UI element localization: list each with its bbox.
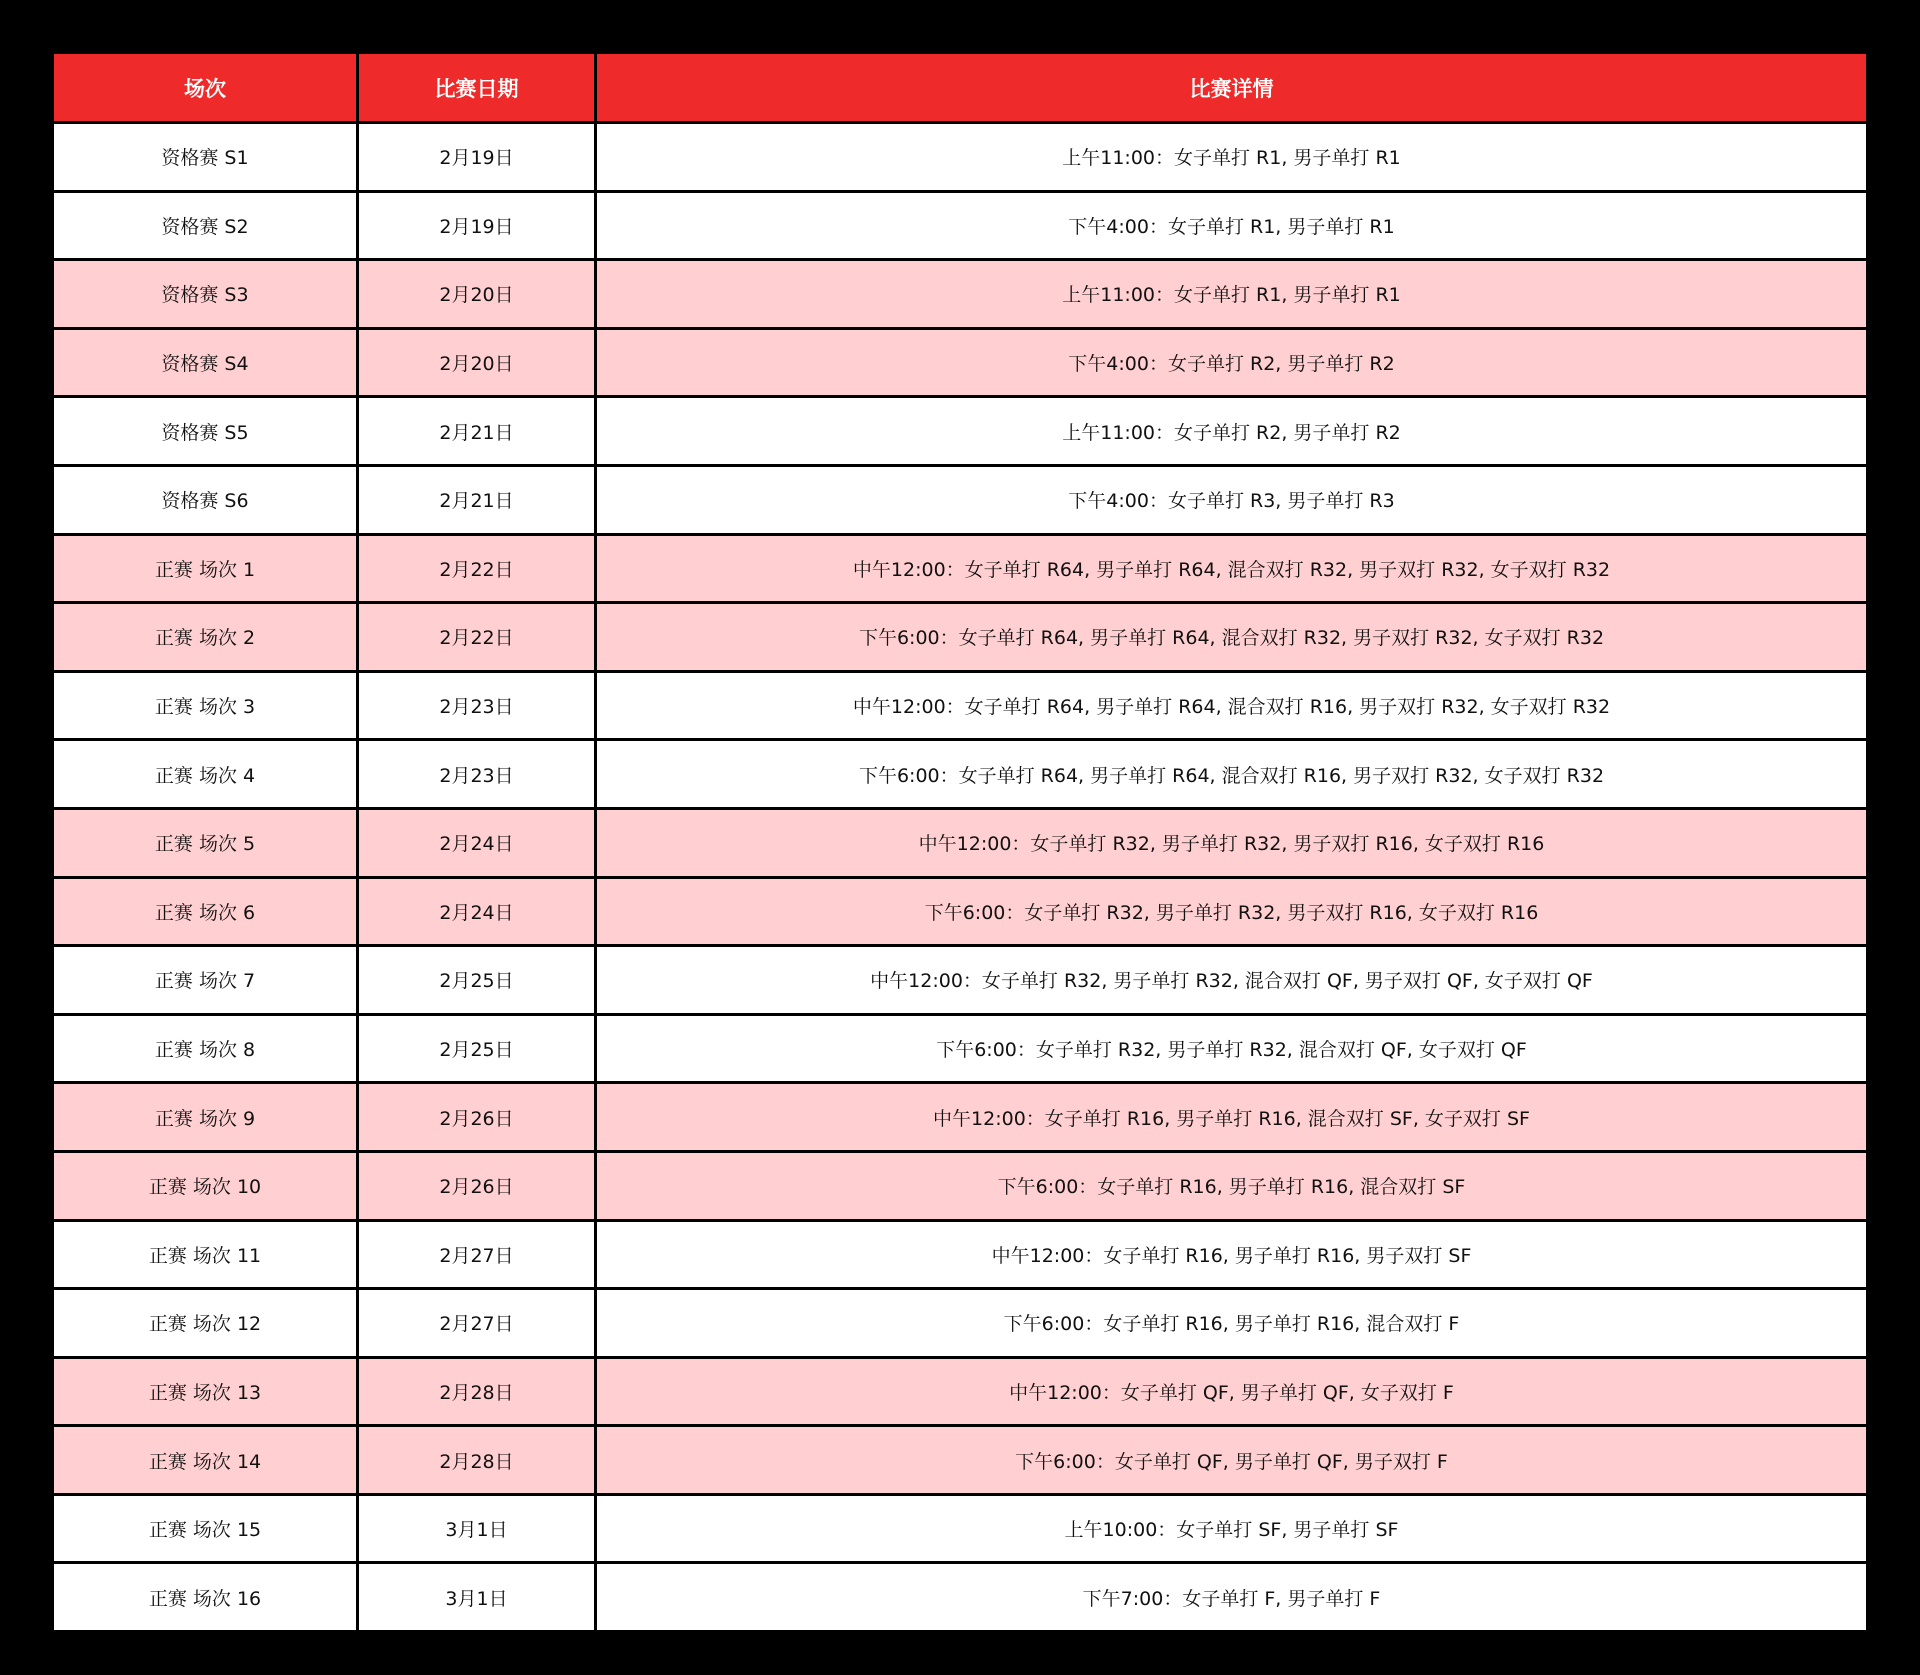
table-row: [53, 808, 1868, 877]
session-cell: 正赛 场次 16: [53, 1563, 358, 1632]
details-cell: 中午12:00：女子单打 R16, 男子单打 R16, 男子双打 SF: [596, 1220, 1868, 1289]
date-cell: 2月28日: [358, 1426, 596, 1495]
date-cell: 2月24日: [358, 877, 596, 946]
table-row: [53, 1220, 1868, 1289]
session-cell: 正赛 场次 12: [53, 1289, 358, 1358]
session-cell: 正赛 场次 9: [53, 1083, 358, 1152]
date-cell: 2月25日: [358, 1014, 596, 1083]
details-cell: 中午12:00：女子单打 R32, 男子单打 R32, 混合双打 QF, 男子双打 QF, 女子双打 QF: [596, 946, 1868, 1015]
session-cell: 资格赛 S4: [53, 328, 358, 397]
table-row: [53, 465, 1868, 534]
table-row: [53, 1083, 1868, 1152]
details-cell: 下午6:00：女子单打 R64, 男子单打 R64, 混合双打 R32, 男子双打 R32, 女子双打 R32: [596, 603, 1868, 672]
table-row: [53, 1014, 1868, 1083]
session-cell: 正赛 场次 14: [53, 1426, 358, 1495]
table-row: [53, 260, 1868, 329]
header-row: [53, 53, 1868, 123]
table-row: [53, 123, 1868, 192]
details-cell: 中午12:00：女子单打 R32, 男子单打 R32, 男子双打 R16, 女子双打 R16: [596, 808, 1868, 877]
date-cell: 2月22日: [358, 603, 596, 672]
session-cell: 正赛 场次 7: [53, 946, 358, 1015]
date-cell: 2月19日: [358, 123, 596, 192]
details-cell: 中午12:00：女子单打 R64, 男子单打 R64, 混合双打 R16, 男子双打 R32, 女子双打 R32: [596, 671, 1868, 740]
details-cell: 上午11:00：女子单打 R2, 男子单打 R2: [596, 397, 1868, 466]
details-cell: 上午11:00：女子单打 R1, 男子单打 R1: [596, 260, 1868, 329]
header-session: 场次: [53, 53, 358, 123]
session-cell: 正赛 场次 8: [53, 1014, 358, 1083]
table-row: [53, 191, 1868, 260]
date-cell: 2月20日: [358, 328, 596, 397]
date-cell: 2月22日: [358, 534, 596, 603]
details-cell: 上午10:00：女子单打 SF, 男子单打 SF: [596, 1494, 1868, 1563]
table-row: [53, 534, 1868, 603]
date-cell: 2月21日: [358, 397, 596, 466]
details-cell: 下午6:00：女子单打 R16, 男子单打 R16, 混合双打 F: [596, 1289, 1868, 1358]
date-cell: 2月23日: [358, 740, 596, 809]
details-cell: 下午6:00：女子单打 R64, 男子单打 R64, 混合双打 R16, 男子双打 R32, 女子双打 R32: [596, 740, 1868, 809]
table-row: [53, 877, 1868, 946]
date-cell: 3月1日: [358, 1563, 596, 1632]
details-cell: 下午4:00：女子单打 R1, 男子单打 R1: [596, 191, 1868, 260]
details-cell: 下午6:00：女子单打 R32, 男子单打 R32, 混合双打 QF, 女子双打 QF: [596, 1014, 1868, 1083]
session-cell: 正赛 场次 3: [53, 671, 358, 740]
header-date: 比赛日期: [358, 53, 596, 123]
details-cell: 下午4:00：女子单打 R2, 男子单打 R2: [596, 328, 1868, 397]
table-body: [53, 123, 1868, 1632]
session-cell: 正赛 场次 5: [53, 808, 358, 877]
session-cell: 正赛 场次 15: [53, 1494, 358, 1563]
date-cell: 2月19日: [358, 191, 596, 260]
details-cell: 下午6:00：女子单打 R32, 男子单打 R32, 男子双打 R16, 女子双打 R16: [596, 877, 1868, 946]
date-cell: 3月1日: [358, 1494, 596, 1563]
table-row: [53, 1289, 1868, 1358]
table-row: [53, 671, 1868, 740]
header-details: 比赛详情: [596, 53, 1868, 123]
date-cell: 2月27日: [358, 1289, 596, 1358]
date-cell: 2月26日: [358, 1083, 596, 1152]
session-cell: 资格赛 S1: [53, 123, 358, 192]
session-cell: 正赛 场次 11: [53, 1220, 358, 1289]
session-cell: 资格赛 S6: [53, 465, 358, 534]
date-cell: 2月27日: [358, 1220, 596, 1289]
date-cell: 2月23日: [358, 671, 596, 740]
details-cell: 中午12:00：女子单打 R64, 男子单打 R64, 混合双打 R32, 男子双打 R32, 女子双打 R32: [596, 534, 1868, 603]
session-cell: 正赛 场次 4: [53, 740, 358, 809]
session-cell: 资格赛 S2: [53, 191, 358, 260]
details-cell: 上午11:00：女子单打 R1, 男子单打 R1: [596, 123, 1868, 192]
date-cell: 2月20日: [358, 260, 596, 329]
session-cell: 资格赛 S5: [53, 397, 358, 466]
session-cell: 正赛 场次 13: [53, 1357, 358, 1426]
session-cell: 正赛 场次 6: [53, 877, 358, 946]
table-row: [53, 1563, 1868, 1632]
table-header: [53, 53, 1868, 123]
date-cell: 2月21日: [358, 465, 596, 534]
table-row: [53, 1151, 1868, 1220]
session-cell: 正赛 场次 1: [53, 534, 358, 603]
date-cell: 2月25日: [358, 946, 596, 1015]
details-cell: 下午7:00：女子单打 F, 男子单打 F: [596, 1563, 1868, 1632]
details-cell: 下午4:00：女子单打 R3, 男子单打 R3: [596, 465, 1868, 534]
table-row: [53, 1426, 1868, 1495]
details-cell: 中午12:00：女子单打 R16, 男子单打 R16, 混合双打 SF, 女子双打 SF: [596, 1083, 1868, 1152]
details-cell: 中午12:00：女子单打 QF, 男子单打 QF, 女子双打 F: [596, 1357, 1868, 1426]
details-cell: 下午6:00：女子单打 R16, 男子单打 R16, 混合双打 SF: [596, 1151, 1868, 1220]
date-cell: 2月28日: [358, 1357, 596, 1426]
table-row: [53, 397, 1868, 466]
details-cell: 下午6:00：女子单打 QF, 男子单打 QF, 男子双打 F: [596, 1426, 1868, 1495]
table-row: [53, 1357, 1868, 1426]
session-cell: 资格赛 S3: [53, 260, 358, 329]
table-row: [53, 946, 1868, 1015]
table-row: [53, 328, 1868, 397]
table-row: [53, 740, 1868, 809]
session-cell: 正赛 场次 2: [53, 603, 358, 672]
table-row: [53, 603, 1868, 672]
date-cell: 2月24日: [358, 808, 596, 877]
schedule-table: [51, 51, 1869, 1633]
table-row: [53, 1494, 1868, 1563]
date-cell: 2月26日: [358, 1151, 596, 1220]
session-cell: 正赛 场次 10: [53, 1151, 358, 1220]
